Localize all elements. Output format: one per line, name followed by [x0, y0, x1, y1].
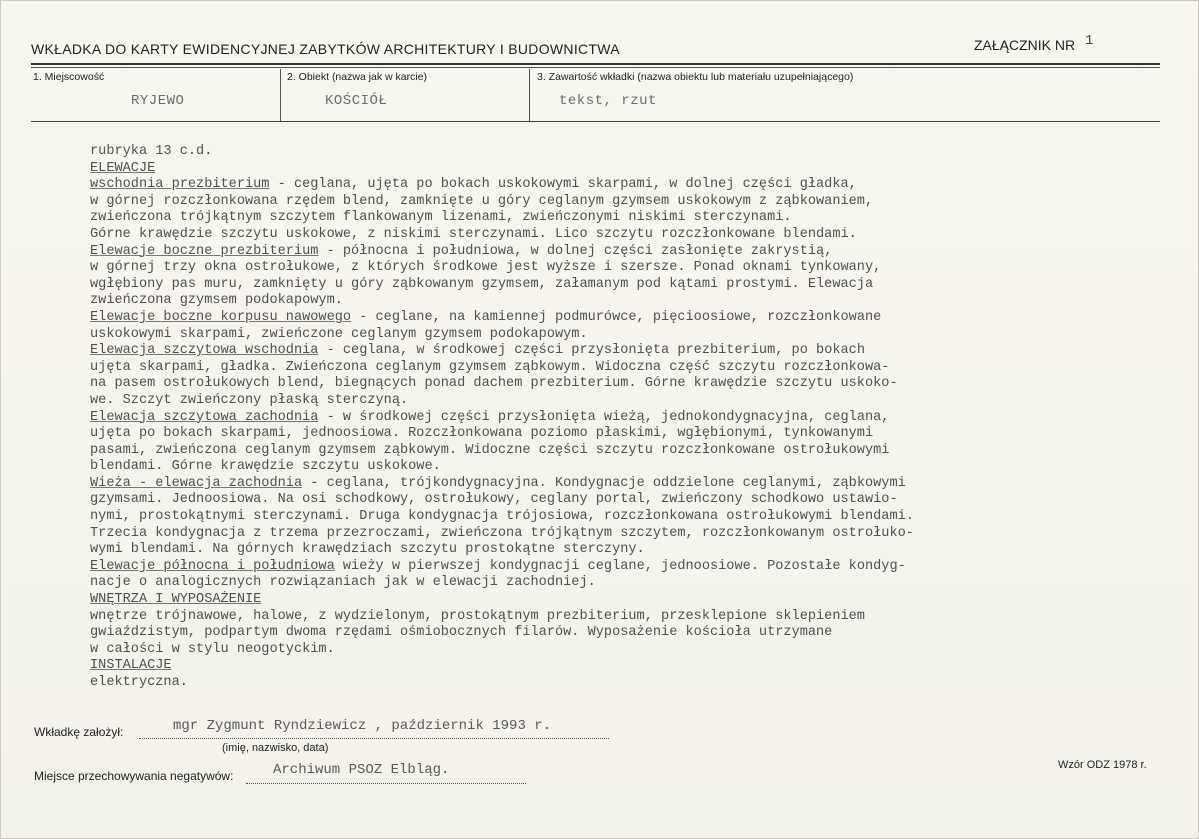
text-segment: Górne krawędzie szczytu uskokowe, z niskimi sterczynami. Lico szczytu rozczłonkowane blendami.: [90, 226, 857, 242]
text-line: [90, 426, 1160, 443]
text-line: [90, 542, 1160, 559]
text-segment: wnętrze trójnawowe, halowe, z wydzielonym, prostokątnym prezbiterium, przesklepione sklepieniem: [90, 608, 865, 624]
text-segment: - ceglana, ujęta po bokach uskokowymi skarpami, w dolnej części gładka,: [269, 177, 857, 193]
created-by-sublabel: (imię, nazwisko, data): [222, 742, 329, 754]
text-line: [90, 393, 1160, 410]
text-line: [90, 592, 1160, 609]
text-segment: ujęta po bokach skarpami, jednoosiowa. Rozczłonkowana poziomo płaskimi, wgłębionymi, tynkowanymi: [90, 426, 874, 442]
text-line: [90, 277, 1160, 294]
section-heading: Elewacje północna i południowa: [90, 558, 335, 574]
text-segment: - w środkowej części przysłonięta wieżą, jednokondygnacyjna, ceglana,: [318, 409, 890, 425]
locality-label: 1. Miejscowość: [33, 71, 105, 83]
text-line: [90, 575, 1160, 592]
text-segment: pasami, zwieńczona ceglanym gzymsem ząbkowym. Widoczne części szczytu rozczłonkowane ostrołukowymi: [90, 442, 890, 458]
text-line: [90, 310, 1160, 327]
text-line: [90, 376, 1160, 393]
field-divider: [280, 69, 281, 121]
form-code: Wzór ODZ 1978 r.: [1058, 759, 1147, 771]
form-title: WKŁADKA DO KARTY EWIDENCYJNEJ ZABYTKÓW ARCHITEKTURY I BUDOWNICTWA: [31, 41, 620, 57]
text-segment: blendami. Górne krawędzie szczytu uskokowe.: [90, 459, 441, 475]
fields-row: [31, 69, 1160, 121]
section-heading: ELEWACJE: [90, 160, 156, 176]
negatives-label: Miejsce przechowywania negatywów:: [34, 769, 234, 783]
text-line: [90, 642, 1160, 659]
text-segment: rubryka 13 c.d.: [90, 144, 213, 159]
header-rule-thin: [31, 67, 1160, 68]
text-line: [90, 609, 1160, 626]
text-segment: nacje o analogicznych rozwiązaniach jak w elewacji zachodniej.: [90, 575, 596, 591]
text-line: [90, 675, 1160, 692]
text-line: [90, 658, 1160, 675]
text-segment: nymi, prostokątnymi sterczynami. Druga kondygnacja trójosiowa, rozczłonkowana ostrołukowymi blendami.: [90, 509, 914, 525]
text-line: [90, 360, 1160, 377]
section-heading: Wieża - elewacja zachodnia: [90, 475, 303, 491]
text-line: [90, 343, 1160, 360]
field-divider: [529, 69, 530, 121]
section-heading: Elewacje boczne prezbiterium: [90, 243, 319, 259]
text-segment: - ceglane, na kamiennej podmurówce, pięcioosiowe, rozczłonkowane: [351, 309, 882, 325]
text-line: [90, 509, 1160, 526]
text-segment: zwieńczona trójkątnym szczytem flankowanym lizenami, zwieńczonymi niskimi sterczynami.: [90, 210, 792, 226]
attachment-number-block: [974, 33, 1094, 55]
attachment-label: ZAŁĄCZNIK NR: [974, 37, 1076, 53]
text-segment: ujęta skarpami, gładka. Zwieńczona ceglanym gzymsem ząbkowym. Widoczna część szczytu rozczłonkowa-: [90, 359, 890, 375]
attachment-number: 1: [1085, 33, 1094, 49]
text-segment: - ceglana, trójkondygnacyjna. Kondygnacje oddzielone ceglanymi, ząbkowymi: [302, 475, 906, 491]
text-line: [90, 492, 1160, 509]
text-segment: we. Szczyt zwieńczony płaską sterczyną.: [90, 392, 409, 408]
header-rule: [31, 63, 1160, 65]
object-label: 2. Obiekt (nazwa jak w karcie): [287, 71, 428, 83]
text-line: [90, 161, 1160, 178]
section-heading: Elewacja szczytowa zachodnia: [90, 409, 319, 425]
content-value: tekst, rzut: [559, 93, 657, 109]
text-line: [90, 410, 1160, 427]
text-line: [90, 227, 1160, 244]
text-line: [90, 559, 1160, 576]
text-segment: elektryczna.: [90, 675, 188, 690]
negatives-value: Archiwum PSOZ Elbląg.: [273, 762, 450, 778]
text-segment: w całości w stylu neogotyckim.: [90, 641, 335, 657]
section-heading: Elewacje boczne korpusu nawowego: [90, 309, 352, 325]
text-segment: zwieńczona gzymsem podokapowym.: [90, 293, 343, 309]
section-heading: INSTALACJE: [90, 658, 172, 674]
text-segment: uskokowymi skarpami, zwieńczone ceglanym gzymsem podokapowym.: [90, 326, 588, 342]
section-heading: Elewacja szczytowa wschodnia: [90, 343, 319, 359]
text-segment: Trzecia kondygnacja z trzema przezroczami, zwieńczona trójkątnym szczytem, rozczłonkowanym ostrołuko-: [90, 525, 914, 541]
object-value: KOŚCIÓŁ: [325, 93, 388, 109]
text-line: [90, 177, 1160, 194]
created-by-value: mgr Zygmunt Ryndziewicz , październik 1993 r.: [173, 718, 552, 734]
text-segment: wieży w pierwszej kondygnacji ceglane, jednoosiowe. Pozostałe kondyg-: [334, 558, 906, 574]
text-line: [90, 327, 1160, 344]
text-segment: w górnej rozczłonkowana rzędem blend, zamknięte u góry ceglanym gzymsem uskokowym z ząbkowaniem,: [90, 193, 874, 209]
text-line: [90, 443, 1160, 460]
text-segment: wymi blendami. Na górnych krawędziach szczytu prostokątne sterczyny.: [90, 542, 645, 558]
text-segment: - północna i południowa, w dolnej części zasłonięte zakrystią,: [318, 243, 833, 259]
text-line: [90, 244, 1160, 261]
text-line: [90, 293, 1160, 310]
section-heading: wschodnia prezbiterium: [90, 177, 270, 193]
text-line: [90, 459, 1160, 476]
text-line: [90, 476, 1160, 493]
created-by-line: [139, 738, 609, 739]
text-line: [90, 260, 1160, 277]
text-line: [90, 194, 1160, 211]
text-segment: w górnej trzy okna ostrołukowe, z których środkowe jest wyższe i szersze. Ponad oknami tynkowany,: [90, 260, 882, 276]
text-line: [90, 526, 1160, 543]
fields-rule: [31, 121, 1160, 122]
content-label: 3. Zawartość wkładki (nazwa obiektu lub materiału uzupełniającego): [537, 71, 854, 83]
section-heading: WNĘTRZA I WYPOSAŻENIE: [90, 592, 262, 608]
text-segment: - ceglana, w środkowej części przysłonięta prezbiterium, po bokach: [318, 343, 865, 359]
created-by-label: Wkładkę założył:: [34, 725, 124, 739]
locality-value: RYJEWO: [131, 93, 185, 109]
description-text: [90, 144, 1160, 692]
text-line: [90, 625, 1160, 642]
negatives-line: [246, 783, 526, 784]
text-segment: gwiaździstym, podpartym dwoma rzędami ośmiobocznych filarów. Wyposażenie kościoła utrzymane: [90, 625, 833, 641]
text-line: [90, 144, 1160, 161]
text-line: [90, 210, 1160, 227]
text-segment: wgłębiony pas muru, zamknięty u góry ząbkowanym gzymsem, załamanym pod kątami prostymi. Elewacja: [90, 276, 874, 292]
text-segment: na pasem ostrołukowych blend, biegnących ponad dachem prezbiterium. Górne krawędzie szczytu uskoko-: [90, 376, 898, 392]
text-segment: gzymsami. Jednoosiowa. Na osi schodkowy, ostrołukowy, ceglany portal, zwieńczony schodkowo ustawio-: [90, 492, 898, 508]
